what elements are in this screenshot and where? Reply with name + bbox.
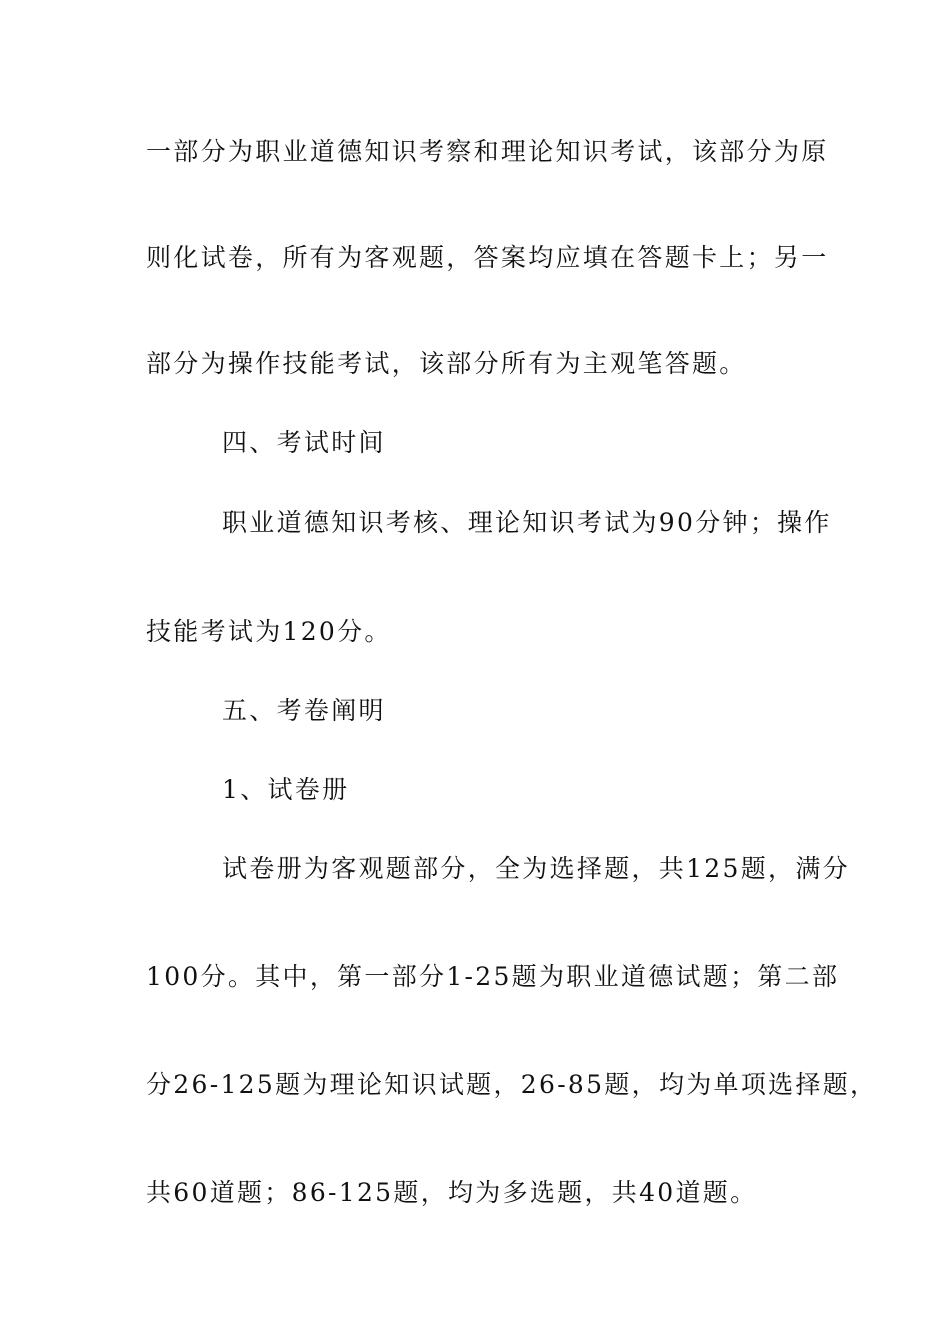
section-heading: 五、考卷阐明 xyxy=(222,696,386,725)
paragraph-line: 技能考试为120分。 xyxy=(146,617,392,646)
paragraph-line: 试卷册为客观题部分，全为选择题，共125题，满分 xyxy=(222,854,850,883)
paragraph-line: 一部分为职业道德知识考察和理论知识考试，该部分为原 xyxy=(146,137,829,166)
paragraph-line: 100分。其中，第一部分1-25题为职业道德试题；第二部 xyxy=(146,962,840,991)
paragraph-line: 则化试卷，所有为客观题，答案均应填在答题卡上；另一 xyxy=(146,243,829,272)
paragraph-line: 部分为操作技能考试，该部分所有为主观笔答题。 xyxy=(146,349,747,378)
paragraph-line: 职业道德知识考核、理论知识考试为90分钟；操作 xyxy=(222,508,832,537)
section-heading: 四、考试时间 xyxy=(222,428,386,457)
subsection-heading: 1、试卷册 xyxy=(222,775,350,804)
paragraph-line: 分26-125题为理论知识试题，26-85题，均为单项选择题， xyxy=(146,1070,878,1099)
paragraph-line: 共60道题；86-125题，均为多选题，共40道题。 xyxy=(146,1178,758,1207)
